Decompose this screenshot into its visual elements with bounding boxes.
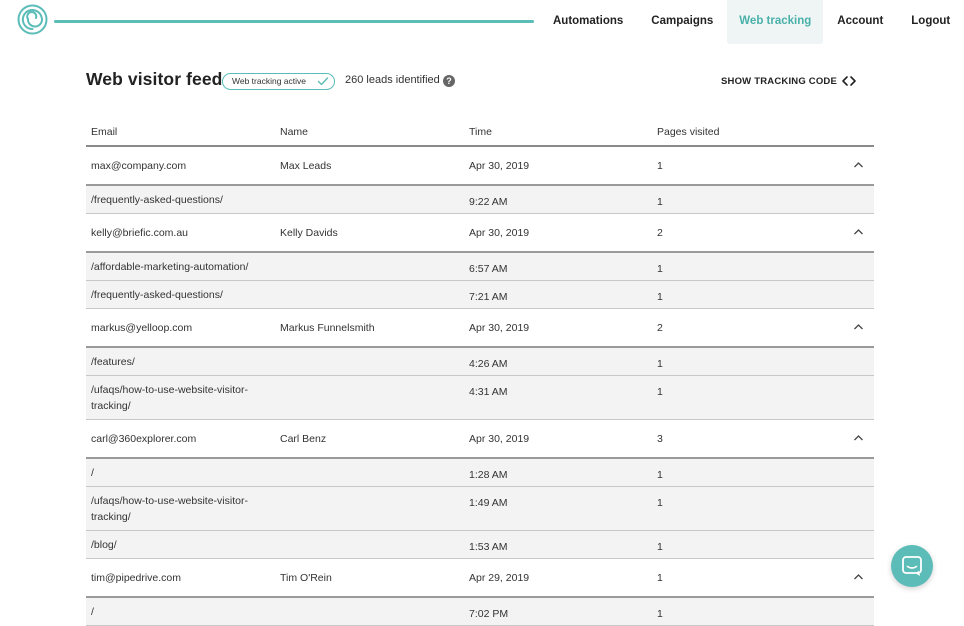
- lead-email: tim@pipedrive.com: [91, 572, 182, 584]
- chevron-up-icon[interactable]: [853, 323, 864, 331]
- lead-row[interactable]: [86, 214, 874, 253]
- visit-path: /frequently-asked-questions/: [91, 194, 223, 206]
- visit-path: /features/: [91, 356, 135, 368]
- visit-path: /ufaqs/how-to-use-website-visitor-tracking/: [91, 495, 248, 523]
- nav-item-automations[interactable]: Automations: [553, 15, 624, 27]
- visit-time: 1:53 AM: [469, 541, 508, 553]
- visit-time: 1:28 AM: [469, 469, 508, 481]
- visit-path: /: [91, 467, 94, 479]
- visit-time: 1:49 AM: [469, 497, 508, 509]
- visit-pages: 1: [657, 263, 663, 275]
- page-visit-row: [86, 487, 874, 531]
- chevron-up-icon[interactable]: [853, 161, 864, 169]
- lead-name: Max Leads: [280, 160, 332, 172]
- visit-path: /frequently-asked-questions/: [91, 289, 223, 301]
- lead-date: Apr 30, 2019: [469, 227, 530, 239]
- column-header-pages-visited: Pages visited: [657, 126, 720, 138]
- nav-item-account[interactable]: Account: [837, 15, 884, 27]
- lead-pages-visited: 2: [657, 322, 663, 334]
- main-nav: [539, 0, 964, 44]
- chevron-up-icon[interactable]: [853, 434, 864, 442]
- nav-item-campaigns[interactable]: Campaigns: [651, 15, 714, 27]
- visit-time: 9:22 AM: [469, 196, 508, 208]
- tracking-status-label: Web tracking active: [232, 76, 307, 86]
- lead-name: Carl Benz: [280, 433, 327, 445]
- lead-row[interactable]: [86, 420, 874, 459]
- page-visit-row: [86, 186, 874, 214]
- visitor-feed-table: [86, 119, 874, 626]
- visit-path: /blog/: [91, 539, 117, 551]
- lead-name: Markus Funnelsmith: [280, 322, 375, 334]
- chat-bubble-icon: [901, 555, 923, 577]
- chevron-up-icon[interactable]: [853, 573, 864, 581]
- code-brackets-icon[interactable]: [840, 74, 858, 88]
- lead-date: Apr 30, 2019: [469, 322, 530, 334]
- lead-name: Kelly Davids: [280, 227, 338, 239]
- visit-path: /ufaqs/how-to-use-website-visitor-tracking/: [91, 384, 248, 412]
- lead-date: Apr 30, 2019: [469, 160, 530, 172]
- visit-pages: 1: [657, 386, 663, 398]
- chat-launcher-button[interactable]: [891, 545, 933, 587]
- leads-count: 260 leads identified: [345, 74, 440, 86]
- page-visit-row: [86, 348, 874, 376]
- visit-pages: 1: [657, 469, 663, 481]
- page-visit-row: [86, 281, 874, 309]
- spiral-logo-icon[interactable]: [17, 4, 48, 35]
- lead-date: Apr 30, 2019: [469, 433, 530, 445]
- lead-pages-visited: 3: [657, 433, 663, 445]
- lead-email: kelly@briefic.com.au: [91, 227, 189, 239]
- visit-path: /affordable-marketing-automation/: [91, 261, 249, 273]
- lead-email: carl@360explorer.com: [91, 433, 197, 445]
- page-visit-row: [86, 598, 874, 626]
- visit-time: 4:31 AM: [469, 386, 508, 398]
- visit-time: 7:02 PM: [469, 608, 509, 620]
- page-visit-row: [86, 459, 874, 487]
- lead-pages-visited: 1: [657, 160, 663, 172]
- visit-pages: 1: [657, 291, 663, 303]
- column-header-name: Name: [280, 126, 309, 138]
- page-title: Web visitor feed: [86, 69, 223, 89]
- top-navigation-bar: [0, 0, 960, 44]
- chevron-up-icon[interactable]: [853, 228, 864, 236]
- lead-email: markus@yelloop.com: [91, 322, 193, 334]
- column-header-email: Email: [91, 126, 118, 138]
- nav-divider-line: [54, 20, 534, 23]
- nav-item-web-tracking[interactable]: Web tracking: [727, 0, 823, 44]
- table-header: [86, 119, 874, 147]
- lead-name: Tim O'Rein: [280, 572, 332, 584]
- lead-row[interactable]: [86, 309, 874, 348]
- column-header-time: Time: [469, 126, 492, 138]
- visit-time: 7:21 AM: [469, 291, 508, 303]
- tracking-status-badge[interactable]: [222, 73, 335, 90]
- visit-pages: 1: [657, 358, 663, 370]
- lead-pages-visited: 1: [657, 572, 663, 584]
- lead-email: max@company.com: [91, 160, 187, 172]
- page-visit-row: [86, 376, 874, 420]
- visit-path: /: [91, 606, 94, 618]
- visit-pages: 1: [657, 196, 663, 208]
- visit-pages: 1: [657, 541, 663, 553]
- visit-pages: 1: [657, 608, 663, 620]
- lead-row[interactable]: [86, 559, 874, 598]
- lead-row[interactable]: [86, 147, 874, 186]
- visit-time: 6:57 AM: [469, 263, 508, 275]
- show-tracking-code-button[interactable]: SHOW TRACKING CODE: [721, 76, 838, 87]
- page-visit-row: [86, 531, 874, 559]
- page-visit-row: [86, 253, 874, 281]
- checkmark-icon: [317, 74, 329, 89]
- question-circle-icon[interactable]: ?: [443, 75, 455, 87]
- nav-item-logout[interactable]: Logout: [911, 15, 951, 27]
- visit-pages: 1: [657, 497, 663, 509]
- lead-date: Apr 29, 2019: [469, 572, 530, 584]
- visit-time: 4:26 AM: [469, 358, 508, 370]
- lead-pages-visited: 2: [657, 227, 663, 239]
